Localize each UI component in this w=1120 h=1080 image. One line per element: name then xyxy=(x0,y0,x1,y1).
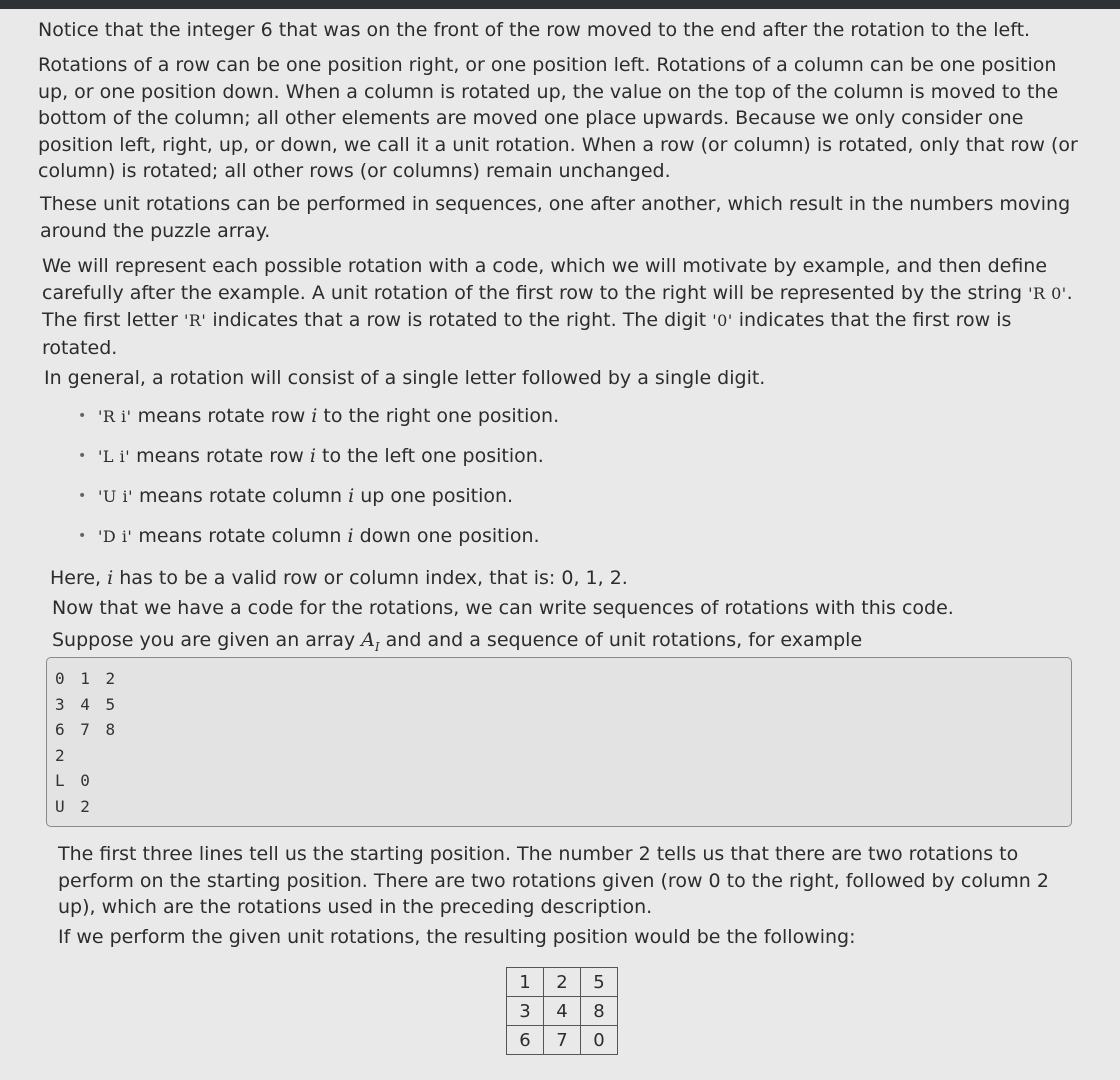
text-span: indicates that the first row is rotated. xyxy=(42,309,1012,359)
paragraph-example-explanation: The first three lines tell us the starting position. The number 2 tells us that there are two rotations to perform on the starting position. There are two rotations given (row 0 to the right, followed by column 2 up), which are the rotations used in the preceding description. xyxy=(58,843,1049,918)
paragraph-sequence-intro: Now that we have a code for the rotations, we can write sequences of rotations with this code. xyxy=(52,597,954,619)
paragraph-code-representation xyxy=(42,253,1078,361)
math-variable: A xyxy=(361,629,375,651)
math-variable: i xyxy=(107,567,114,589)
list-item xyxy=(78,443,559,483)
text-span: to the left one position. xyxy=(315,445,544,467)
paragraph-index-range xyxy=(50,565,1070,592)
text-span: Here, xyxy=(50,567,108,589)
table-cell: 8 xyxy=(581,997,618,1026)
table-cell: 7 xyxy=(544,1026,581,1055)
list-item xyxy=(78,403,559,443)
table-cell: 5 xyxy=(581,968,618,997)
table-cell: 2 xyxy=(544,968,581,997)
text-span: has to be a valid row or column index, that is: 0, 1, 2. xyxy=(113,567,628,589)
inline-code: 'D i' xyxy=(98,527,133,546)
table-cell: 6 xyxy=(507,1026,544,1055)
math-variable: i xyxy=(311,405,318,427)
list-item xyxy=(78,523,559,563)
paragraph-result-intro: If we perform the given unit rotations, the resulting position would be the following: xyxy=(58,926,856,948)
rotation-code-list xyxy=(78,403,559,563)
code-line: L 0 xyxy=(55,771,93,790)
text-span: Suppose you are given an array xyxy=(52,629,362,651)
paragraph-rotation-definition: Rotations of a row can be one position right, or one position left. Rotations of a column can be one position up, or one position down. When a column is rotated up, the value on the top of the column is moved to the bottom of the column; all other elements are moved one place upwards. Because we only consider one position left, right, up, or down, we call it a unit rotation. When a row (or column) is rotated, only that row (or column) is rotated; all other rows (or columns) remain unchanged. xyxy=(38,54,1078,182)
math-variable: i xyxy=(347,525,354,547)
table-row xyxy=(507,968,618,997)
code-line: U 2 xyxy=(55,796,93,816)
inline-code: '0' xyxy=(712,311,733,330)
paragraph-example-intro xyxy=(52,627,1072,660)
math-variable: i xyxy=(309,445,316,467)
code-line: 6 7 8 xyxy=(55,720,119,739)
top-bar xyxy=(0,0,1120,9)
text-span: and and a sequence of unit rotations, for example xyxy=(379,629,863,651)
text-span: means rotate column xyxy=(132,525,348,547)
inline-code: 'R 0' xyxy=(1028,283,1067,303)
inline-code: 'U i' xyxy=(98,487,133,506)
code-line: 2 xyxy=(55,745,68,765)
paragraph-rotation-note: Notice that the integer 6 that was on the front of the row moved to the end after the rotation to the left. xyxy=(38,19,1031,41)
inline-code: 'L i' xyxy=(98,447,131,466)
math-variable: i xyxy=(348,485,355,507)
code-line: 3 4 5 xyxy=(55,694,119,714)
code-example-box xyxy=(46,657,1072,827)
text-span: indicates that a row is rotated to the right. The digit xyxy=(206,309,713,331)
text-span: to the right one position. xyxy=(317,405,560,427)
list-item xyxy=(78,483,559,523)
text-span: means rotate row xyxy=(130,445,310,467)
paragraph-sequences: These unit rotations can be performed in sequences, one after another, which result in the numbers moving around the puzzle array. xyxy=(40,193,1071,242)
text-span: We will represent each possible rotation with a code, which we will motivate by example, and then define carefully after the example. A unit rotation of the first row to the right will be represented by the string xyxy=(42,255,1048,304)
text-span: up one position. xyxy=(354,485,514,507)
text-span: down one position. xyxy=(353,525,540,547)
table-row xyxy=(507,997,618,1026)
text-span: means rotate column xyxy=(132,485,349,507)
result-grid-table xyxy=(506,967,618,1055)
text-span: . The first letter xyxy=(42,281,1073,331)
table-cell: 3 xyxy=(507,997,544,1026)
code-line: 0 1 2 xyxy=(55,669,119,688)
inline-code: 'R' xyxy=(183,311,207,330)
inline-code: 'R i' xyxy=(98,407,132,426)
paragraph-general-rule: In general, a rotation will consist of a single letter followed by a single digit. xyxy=(44,367,766,389)
text-span: means rotate row xyxy=(131,405,312,427)
table-cell: 1 xyxy=(507,968,544,997)
table-row xyxy=(507,1026,618,1055)
math-subscript: I xyxy=(374,639,380,654)
table-cell: 4 xyxy=(544,997,581,1026)
table-cell: 0 xyxy=(581,1026,618,1055)
